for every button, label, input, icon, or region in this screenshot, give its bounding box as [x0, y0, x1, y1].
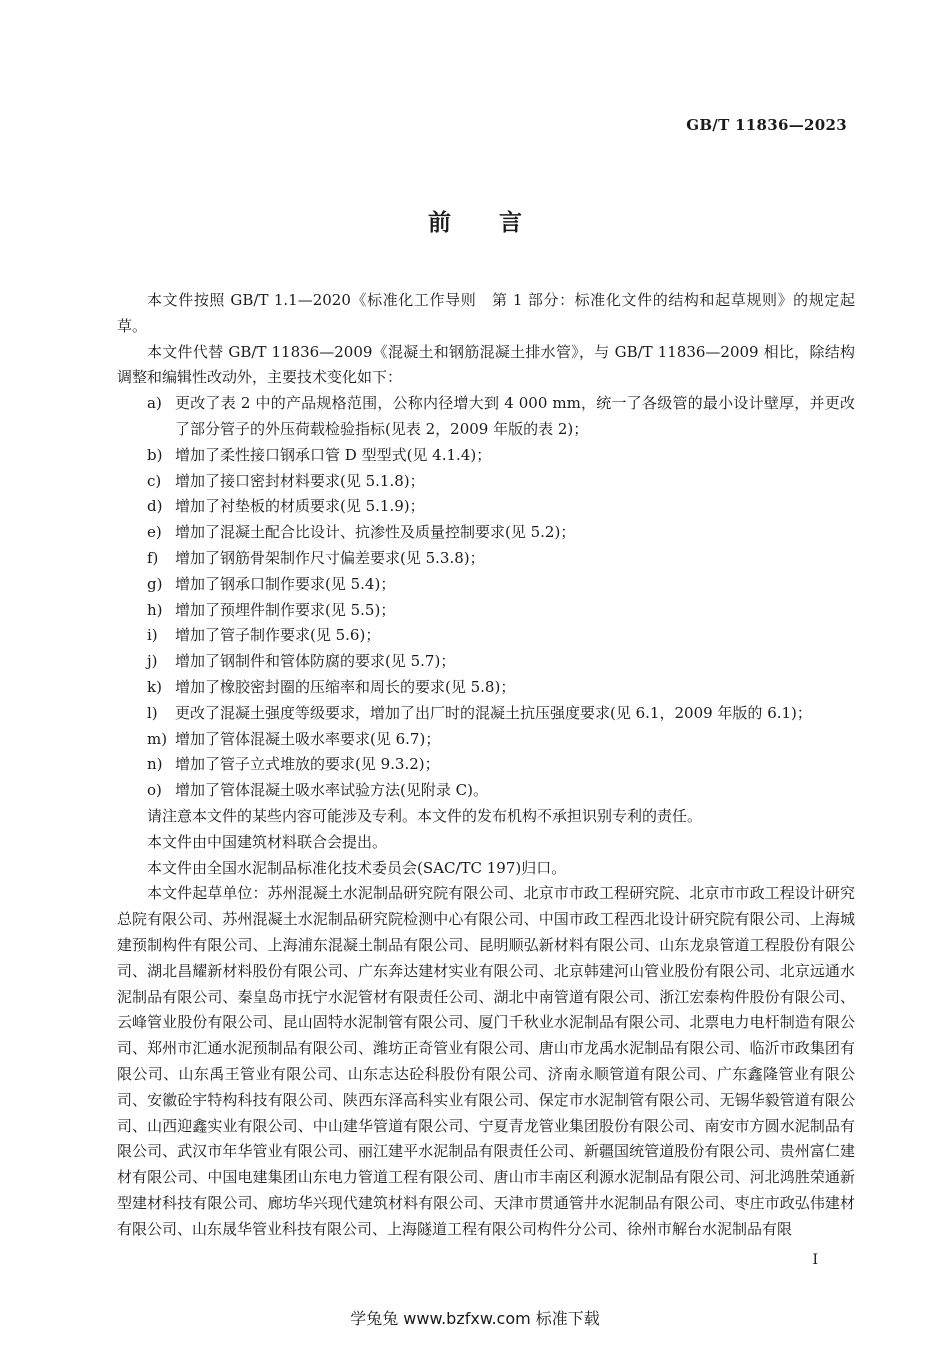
list-marker: c) [147, 471, 162, 490]
list-marker: o) [147, 781, 162, 800]
page-number: I [812, 1252, 818, 1268]
list-item-text: 增加了橡胶密封圈的压缩率和周长的要求(见 5.8)； [175, 677, 516, 696]
intro-paragraph-1: 本文件按照 GB/T 1.1—2020《标准化工作导则 第 1 部分：标准化文件的结构和起草规则》的规定起草。 [117, 291, 855, 335]
list-marker: k) [147, 677, 162, 696]
drafting-units: 本文件起草单位：苏州混凝土水泥制品研究院有限公司、北京市市政工程研究院、北京市市政工程设计研究总院有限公司、苏州混凝土水泥制品研究院检测中心有限公司、中国市政工程西北设计研究院有限公司、上海城建预制构件有限公司、上海浦东混凝土制品有限公司、昆明顺弘新材料有限公司、山东龙泉管道工程股份有限公司、湖北昌耀新材料股份有限公司、广东奔达建材实业有限公司、北京韩建河山管业股份有限公司、北京远通水泥制品有限公司、秦皇岛市抚宁水泥管材有限责任公司、湖北中南管道有限公司、浙江宏泰构件股份有限公司、云峰管业股份有限公司、昆山固特水泥制管有限公司、厦门千秋业水泥制品有限公司、北票电力电杆制造有限公司、郑州市汇通水泥预制品有限公司、潍坊正奇管业有限公司、唐山市龙禹水泥制品有限公司、临沂市政集团有限公司、山东禹王管业有限公司、山东志达砼科股份有限公司、济南永顺管道有限公司、广东鑫隆管业有限公司、安徽砼宇特构科技有限公司、陕西东泽高科实业有限公司、保定市水泥制管有限公司、无锡华毅管道有限公司、山西迎鑫实业有限公司、中山建华管道有限公司、宁夏青龙管业集团股份有限公司、南安市方圆水泥制品有限公司、武汉市年华管业有限公司、丽江建平水泥制品有限责任公司、新疆国统管道股份有限公司、贵州富仁建材有限公司、中国电建集团山东电力管道工程有限公司、唐山市丰南区利源水泥制品有限公司、河北鸿胜荣通新型建材科技有限公司、廊坊华兴现代建筑材料有限公司、天津市贯通管井水泥制品有限公司、枣庄市政弘伟建材有限公司、山东晟华管业科技有限公司、上海隧道工程有限公司构件分公司、徐州市解台水泥制品有限 [117, 884, 855, 1238]
list-item [117, 572, 855, 598]
intro-paragraph-2: 本文件代替 GB/T 11836—2009《混凝土和钢筋混凝土排水管》，与 GB/T 11836—2009 相比，除结构调整和编辑性改动外，主要技术变化如下： [117, 342, 855, 387]
list-item-text: 增加了衬垫板的材质要求(见 5.1.9)； [175, 497, 425, 516]
list-item-text: 增加了钢制件和管体防腐的要求(见 5.7)； [175, 652, 456, 671]
list-item-text: 增加了混凝土配合比设计、抗渗性及质量控制要求(见 5.2)； [175, 523, 576, 542]
proposer-statement: 本文件由中国建筑材料联合会提出。 [147, 832, 388, 851]
list-item [117, 520, 855, 546]
list-item-text: 增加了柔性接口钢承口管 D 型型式(见 4.1.4)； [175, 445, 492, 464]
list-item-text: 增加了接口密封材料要求(见 5.1.8)； [175, 471, 425, 490]
list-marker: f) [147, 548, 159, 567]
list-item-text: 增加了预埋件制作要求(见 5.5)； [175, 600, 396, 619]
committee-statement: 本文件由全国水泥制品标准化技术委员会(SAC/TC 197)归口。 [147, 858, 567, 877]
list-marker: b) [147, 445, 163, 464]
list-item [117, 623, 855, 649]
list-marker: l) [147, 703, 158, 722]
list-item [117, 598, 855, 624]
list-marker: g) [147, 574, 163, 593]
list-item [117, 778, 855, 804]
list-item [117, 675, 855, 701]
list-marker: a) [147, 394, 162, 413]
list-item-text: 增加了钢筋骨架制作尺寸偏差要求(见 5.3.8)； [175, 548, 485, 567]
list-item [117, 727, 855, 753]
list-item [117, 546, 855, 572]
list-item-text: 增加了管子制作要求(见 5.6)； [175, 626, 381, 645]
list-item-text: 增加了管体混凝土吸水率要求(见 6.7)； [175, 729, 441, 748]
list-marker: h) [147, 600, 163, 619]
list-marker: i) [147, 626, 158, 645]
list-marker: e) [147, 523, 162, 542]
patent-notice: 请注意本文件的某些内容可能涉及专利。本文件的发布机构不承担识别专利的责任。 [147, 806, 703, 825]
list-item [117, 649, 855, 675]
list-item [117, 443, 855, 469]
list-item-text: 增加了钢承口制作要求(见 5.4)； [175, 574, 396, 593]
list-item [117, 752, 855, 778]
list-item-text: 增加了管子立式堆放的要求(见 9.3.2)； [175, 755, 440, 774]
list-item [117, 701, 855, 727]
list-marker: m) [147, 729, 168, 748]
list-item-text: 增加了管体混凝土吸水率试验方法(见附录 C)。 [175, 781, 488, 800]
page-title [0, 204, 950, 237]
list-item-text: 更改了表 2 中的产品规格范围，公称内径增大到 4 000 mm，统一了各级管的最小设计壁厚，并更改了部分管子的外压荷载检验指标(见表 2，2009 年版的表 2)； [175, 394, 855, 438]
list-item [117, 391, 855, 443]
title-part-2: 言 [499, 209, 522, 236]
title-part-1: 前 [428, 209, 451, 236]
standard-code: GB/T 11836—2023 [686, 116, 847, 134]
changes-list [117, 391, 855, 804]
foreword-body [117, 288, 855, 1242]
list-item [117, 469, 855, 495]
list-item-text: 更改了混凝土强度等级要求，增加了出厂时的混凝土抗压强度要求(见 6.1，2009 年版的 6.1)； [175, 703, 812, 722]
list-marker: j) [147, 652, 158, 671]
list-marker: n) [147, 755, 163, 774]
list-item [117, 494, 855, 520]
list-marker: d) [147, 497, 163, 516]
watermark: 学兔兔 www.bzfxw.com 标准下载 [350, 1309, 600, 1328]
